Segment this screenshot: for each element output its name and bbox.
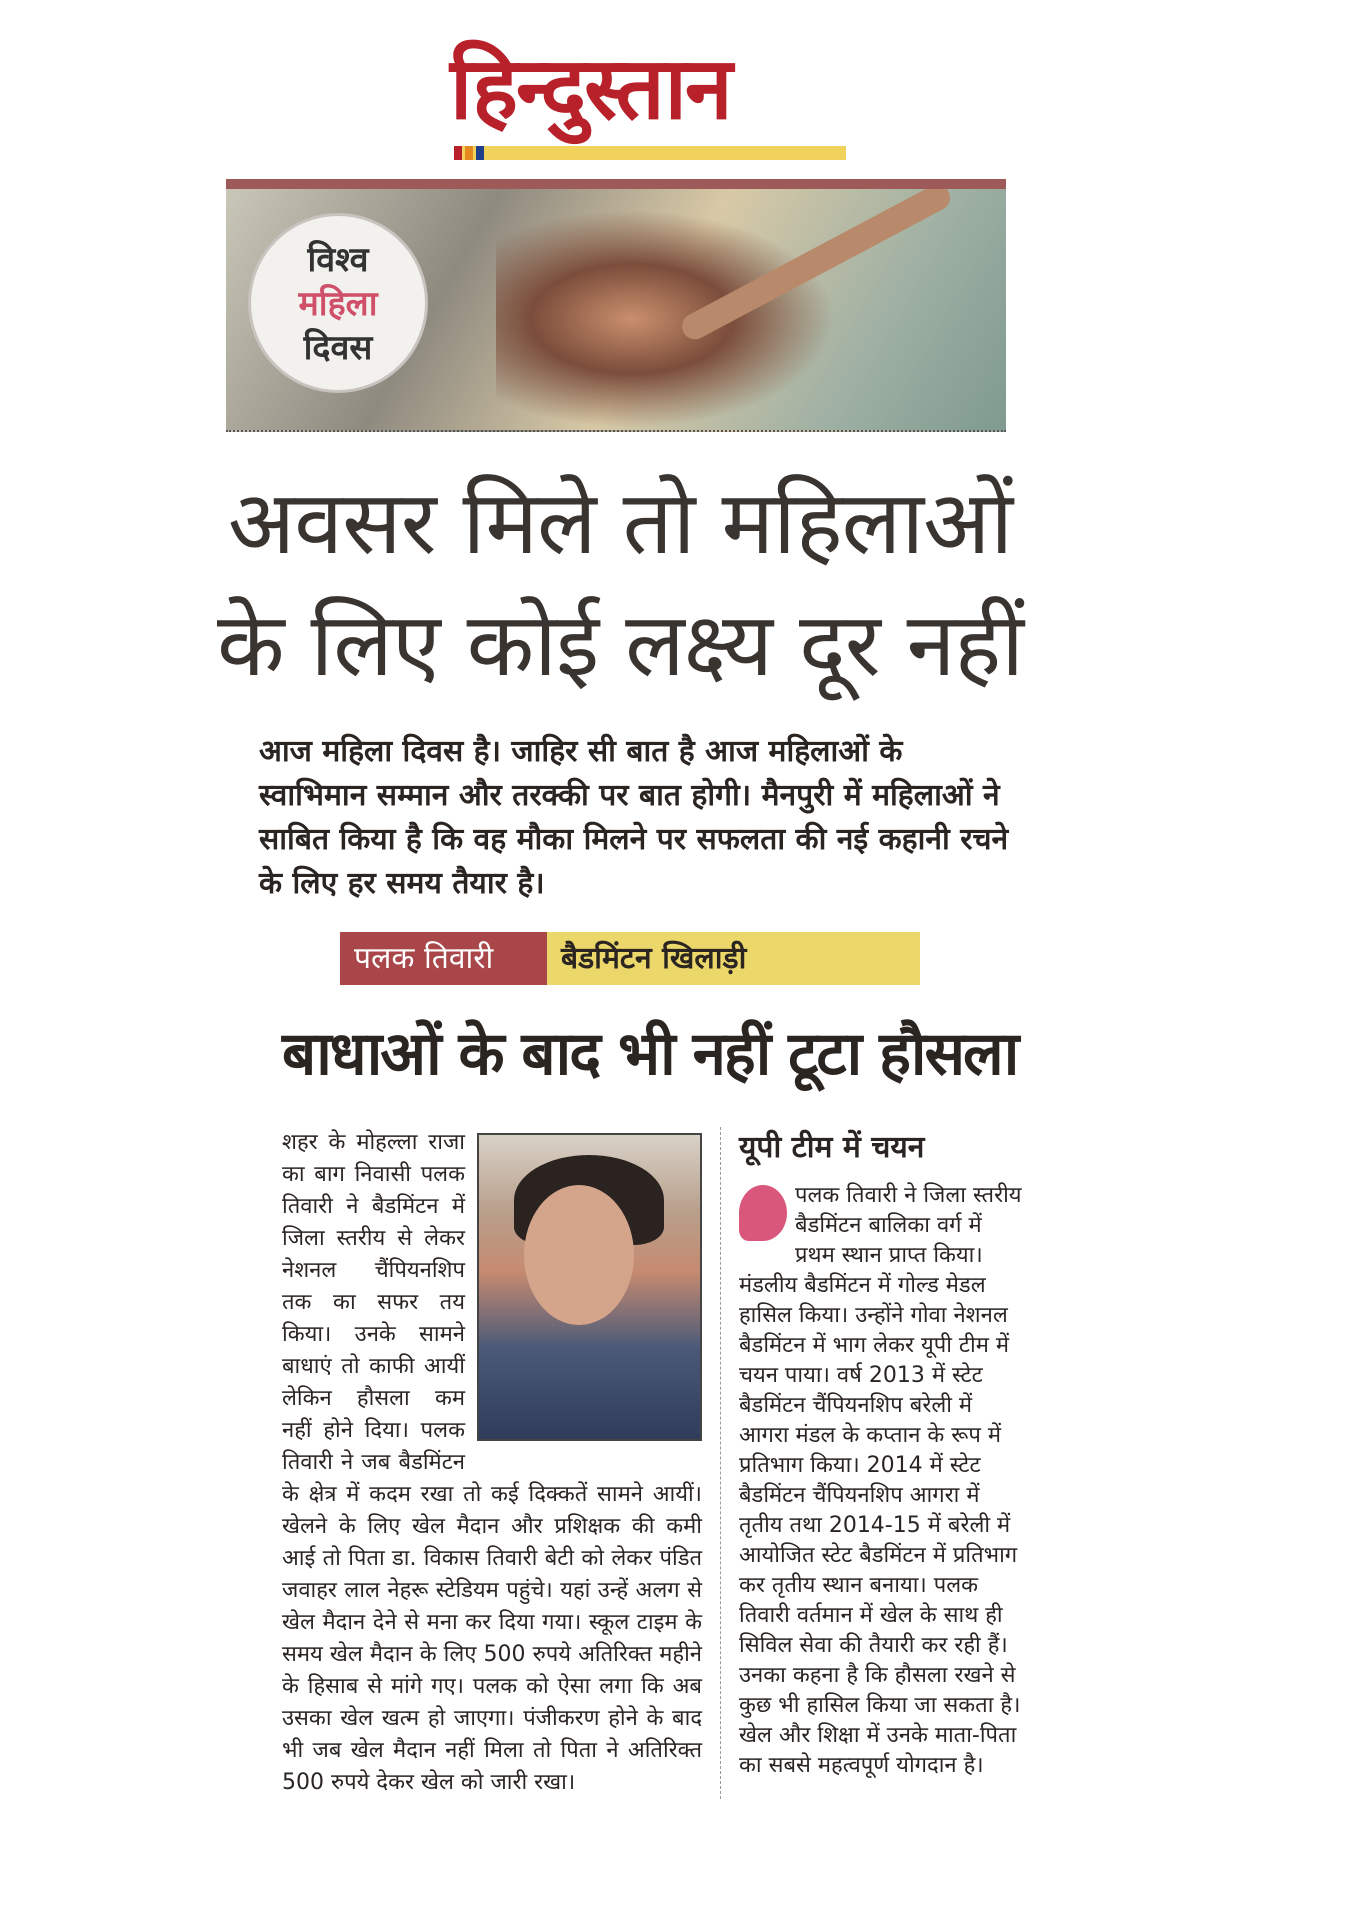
player-photo [477,1133,702,1441]
right-column-text: पलक तिवारी ने जिला स्तरीय बैडमिंटन बालिका वर्ग में प्रथम स्थान प्राप्त किया। मंडलीय बैडमिंटन में गोल्ड मेडल हासिल किया। उन्होंने गोवा नेशनल बैडमिंटन में भाग लेकर यूपी टीम में चयन पाया। वर्ष 2013 में स्टेट बैडमिंटन चैंपियनशिप बरेली में आगरा मंडल के कप्तान के रूप में प्रतिभाग किया। 2014 में स्टेट बैडमिंटन चैंपियनशिप आगरा में तृतीय तथा 2014-15 में बरेली में आयोजित स्टेट बैडमिंटन में प्रतिभाग कर तृतीय स्थान बनाया। पलक तिवारी वर्तमान में खेल के साथ ही सिविल सेवा की तैयारी कर रही हैं। उनका कहना है कि हौसला रखने से कुछ भी हासिल किया जा सकता है। खेल और शिक्षा में उनके माता-पिता का सबसे महत्वपूर्ण योगदान है। [739,1183,1022,1778]
left-column-text-top: शहर के मोहल्ला राजा का बाग निवासी पलक तिवारी ने बैडमिंटन में जिला स्तरीय से लेकर नेशनल चैंपियनशिप तक का सफर तय किया। उनके सामने बाधाएं तो काफी आयीं लेकिन हौसला [282,1130,465,1411]
newspaper-logo [450,34,850,179]
profile-role: बैडमिंटन खिलाड़ी [547,932,920,985]
womens-day-badge [248,213,428,393]
logo-marks [454,146,484,160]
sub-headline: बाधाओं के बाद भी नहीं टूटा हौसला [282,1019,1018,1089]
main-headline: अवसर मिले तो महिलाओं के लिए कोई लक्ष्य दूर नहीं [216,471,1024,696]
badge-line: महिला [298,284,378,324]
left-column-text-bottom: कम नहीं होने दिया। पलक तिवारी ने जब बैडमिंटन के क्षेत्र में कदम रखा तो कई दिक्कतें सामने आयीं। खेलने के लिए खेल मैदान और प्रशिक्षक की कमी आई तो पिता डा. विकास तिवारी बेटी को लेकर पंडित जवाहर लाल नेहरू स्टेडियम पहुंचे। यहां उन्हें अलग से खेल मैदान देने से मना कर दिया गया। स्कूल टाइम के समय खेल मैदान के लिए 500 रुपये अतिरिक्त महीने के हिसाब से मांगे गए। पलक को ऐसा लगा कि अब उसका खेल खत्म हो जाएगा। पंजीकरण होने के बाद भी जब खेल मैदान नहीं मिला तो पिता ने अतिरिक्त 500 रुपये देकर खेल को जारी रखा। [282,1386,702,1795]
column-divider [720,1127,721,1799]
badge-line: दिवस [303,328,373,368]
profile-name: पलक तिवारी [340,932,547,985]
right-column [739,1127,1024,1781]
left-column [282,1127,702,1799]
logo-text: हिन्दुस्तान [450,39,731,139]
banner-area [226,179,1006,432]
quote-mark-icon [739,1185,787,1241]
badge-line: विश्व [307,240,369,280]
intro-paragraph: आज महिला दिवस है। जाहिर सी बात है आज महिलाओं के स्वाभिमान सम्मान और तरक्की पर बात होगी। मैनपुरी में महिलाओं ने साबित किया है कि वह मौका मिलने पर सफलता की नई कहानी रचने के लिए हर समय तैयार है। [259,734,1009,901]
profile-tag-bar [340,932,920,985]
photo-face [524,1185,634,1325]
dancing-woman-illustration [496,209,836,429]
right-column-heading: यूपी टीम में चयन [739,1130,925,1165]
logo-underline [454,146,846,160]
article-body [282,1127,1042,1799]
